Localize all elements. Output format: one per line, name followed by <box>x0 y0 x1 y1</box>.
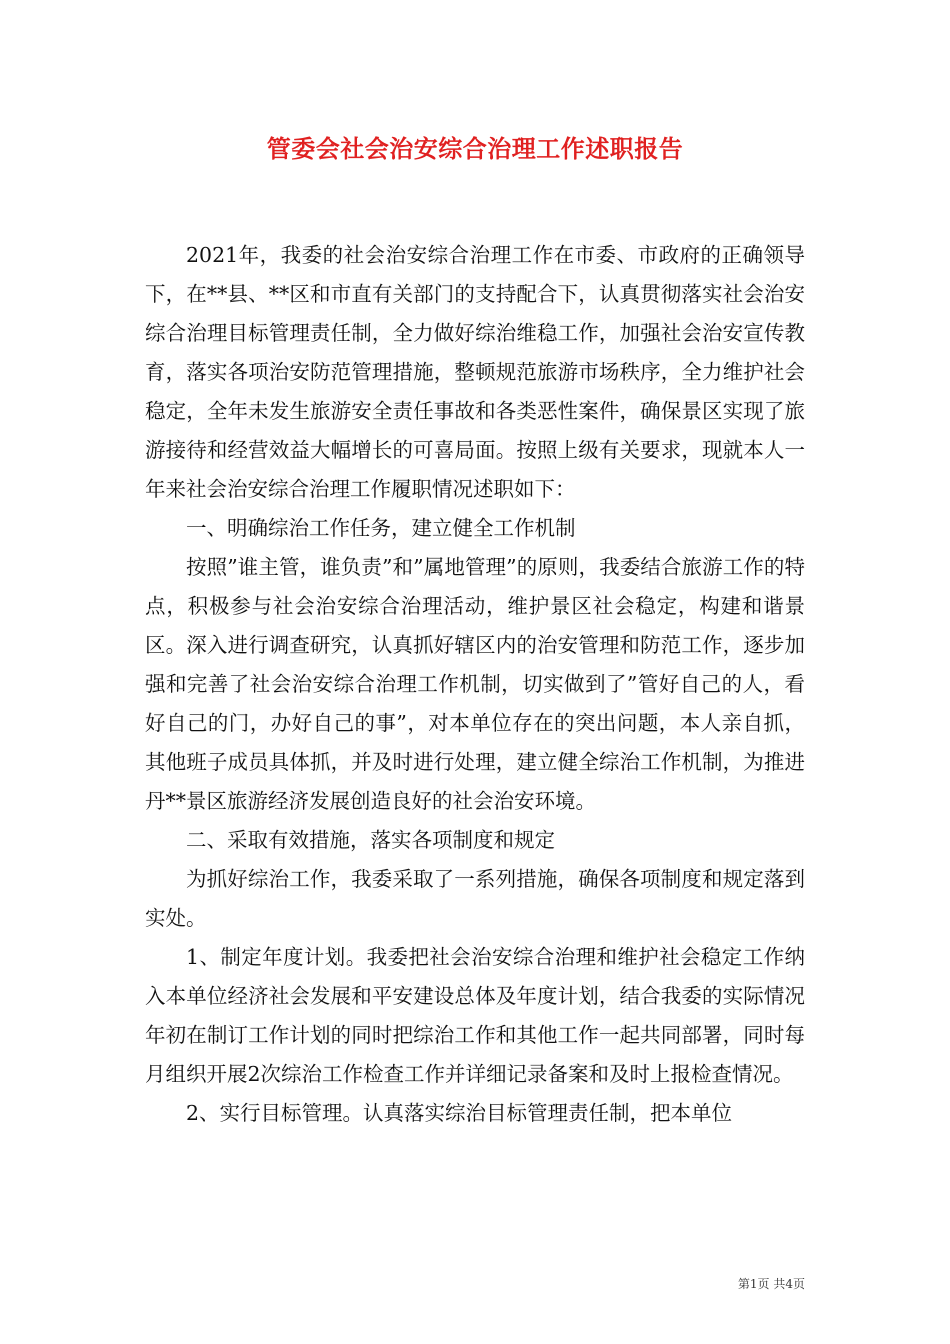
section-heading-1: 一、明确综治工作任务，建立健全工作机制 <box>186 516 576 540</box>
document-title: 管委会社会治安综合治理工作述职报告 <box>266 134 684 163</box>
section-heading-2: 二、采取有效措施，落实各项制度和规定 <box>186 828 555 852</box>
paragraph-item-1: 1、制定年度计划。我委把社会治安综合治理和维护社会稳定工作纳入本单位经济社会发展和平安建设总体及年度计划，结合我委的实际情况年初在制订工作计划的同时把综治工作和其他工作一起共同部署，同时每月组织开展2次综治工作检查工作并详细记录备案和及时上报检查情况。 <box>145 945 805 1086</box>
page-number: 第1页 共4页 <box>737 1277 805 1291</box>
paragraph-section-2: 为抓好综治工作，我委采取了一系列措施，确保各项制度和规定落到实处。 <box>145 867 805 930</box>
paragraph-item-2: 2、实行目标管理。认真落实综治目标管理责任制，把本单位 <box>186 1101 733 1125</box>
paragraph-section-1: 按照”谁主管，谁负责”和”属地管理”的原则，我委结合旅游工作的特点，积极参与社会治安综合治理活动，维护景区社会稳定，构建和谐景区。深入进行调查研究，认真抓好辖区内的治安管理和防范工作，逐步加强和完善了社会治安综合治理工作机制，切实做到了”管好自己的人，看好自己的门，办好自己的事”，对本单位存在的突出问题，本人亲自抓，其他班子成员具体抓，并及时进行处理，建立健全综治工作机制，为推进丹**景区旅游经济发展创造良好的社会治安环境。 <box>145 555 805 813</box>
document-body <box>145 236 805 1133</box>
paragraph-intro: 2021年，我委的社会治安综合治理工作在市委、市政府的正确领导下，在**县、**区和市直有关部门的支持配合下，认真贯彻落实社会治安综合治理目标管理责任制，全力做好综治维稳工作，加强社会治安宣传教育，落实各项治安防范管理措施，整顿规范旅游市场秩序，全力维护社会稳定，全年未发生旅游安全责任事故和各类恶性案件，确保景区实现了旅游接待和经营效益大幅增长的可喜局面。按照上级有关要求，现就本人一年来社会治安综合治理工作履职情况述职如下： <box>145 243 805 501</box>
